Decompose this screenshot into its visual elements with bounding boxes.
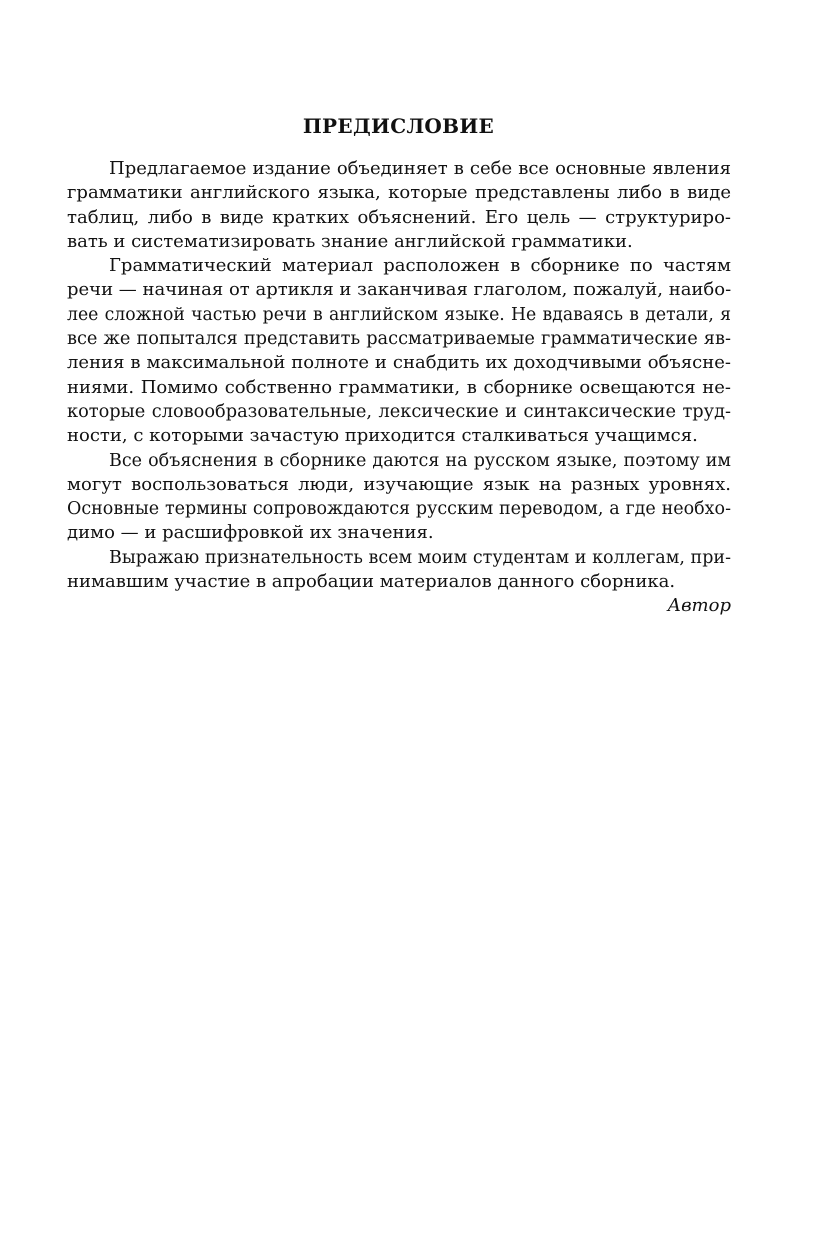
text-line: речи — начиная от артикля и заканчивая глаголом, пожалуй, наибо- bbox=[67, 279, 732, 301]
paragraph-2 bbox=[67, 254, 731, 448]
text-line: Основные термины сопровождаются русским переводом, а где необхо- bbox=[67, 499, 731, 520]
text-line: таблиц, либо в виде кратких объяснений. Его цель — структуриро- bbox=[67, 206, 731, 228]
text-line: лее сложной частью речи в английском языке. Не вдаваясь в детали, я bbox=[67, 304, 731, 325]
text-line: все же попытался представить рассматриваемые грамматические яв- bbox=[67, 329, 731, 350]
text-line: Выражаю признательность всем моим студентам и коллегам, при- bbox=[109, 547, 731, 568]
text-line: ления в максимальной полноте и снабдить их доходчивыми объясне- bbox=[67, 352, 731, 374]
text-line: ниями. Помимо собственно грамматики, в сборнике освещаются не- bbox=[67, 376, 731, 398]
paragraph-1 bbox=[67, 157, 731, 254]
page-title: ПРЕДИСЛОВИЕ bbox=[302, 114, 495, 138]
paragraph-4 bbox=[67, 546, 731, 595]
preface-body bbox=[67, 157, 731, 619]
text-line: грамматики английского языка, которые представлены либо в виде bbox=[67, 182, 731, 204]
text-line: могут воспользоваться люди, изучающие язык на разных уровнях. bbox=[67, 473, 731, 495]
author-signature: Автор bbox=[667, 595, 731, 617]
text-line: нимавшим участие в апробации материалов данного сборника. bbox=[67, 571, 676, 593]
text-line: вать и систематизировать знание английской грамматики. bbox=[67, 230, 633, 252]
text-line: Предлагаемое издание объединяет в себе все основные явления bbox=[109, 158, 731, 179]
text-line: димо — и расшифровкой их значения. bbox=[67, 522, 434, 544]
paragraph-3 bbox=[67, 449, 731, 546]
text-line: которые словообразовательные, лексические и синтаксические труд- bbox=[67, 401, 731, 422]
text-line: ности, с которыми зачастую приходится сталкиваться учащимся. bbox=[67, 425, 698, 447]
text-line: Все объяснения в сборнике даются на русском языке, поэтому им bbox=[109, 450, 731, 471]
text-line: Грамматический материал расположен в сборнике по частям bbox=[109, 255, 731, 277]
